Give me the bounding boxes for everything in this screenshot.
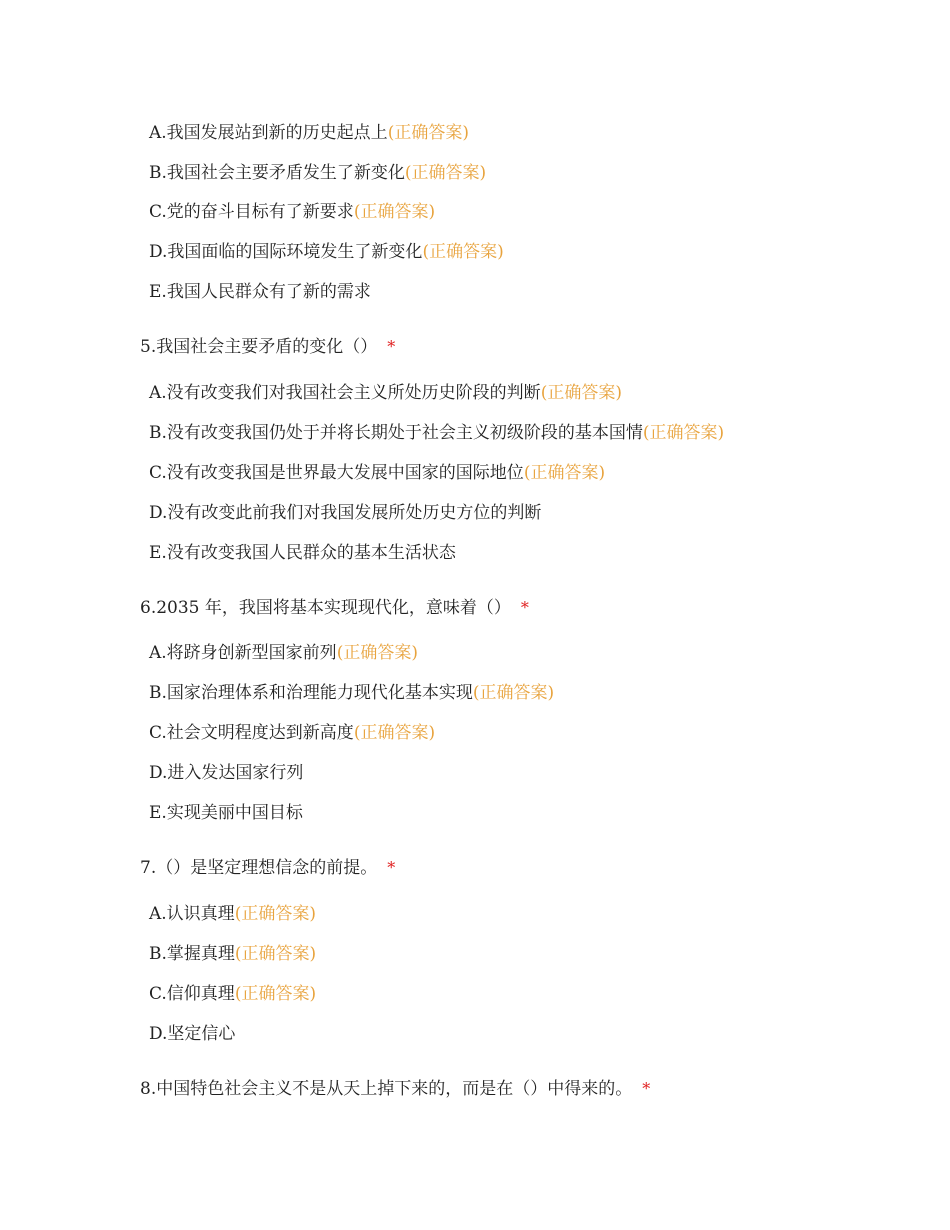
question-text: 5.我国社会主要矛盾的变化（） [140,337,378,357]
question-title [140,596,529,620]
option-5c[interactable] [149,461,605,485]
option-4a[interactable] [149,121,469,145]
option-text: B.掌握真理 [149,944,235,964]
option-text: A.将跻身创新型国家前列 [149,643,337,663]
option-text: E.我国人民群众有了新的需求 [149,282,371,302]
correct-answer-label: (正确答案) [422,242,504,262]
option-6d[interactable] [149,761,303,785]
option-4e[interactable] [149,280,371,304]
correct-answer-label: (正确答案) [642,423,725,443]
option-text: D.进入发达国家行列 [149,763,304,783]
option-text: C.社会文明程度达到新高度 [149,723,354,743]
option-text: D.我国面临的国际环境发生了新变化 [149,242,423,262]
correct-answer-label: (正确答案) [353,202,436,222]
correct-answer-label: (正确答案) [404,163,487,183]
option-text: D.没有改变此前我们对我国发展所处历史方位的判断 [149,503,542,523]
option-6a[interactable] [149,641,418,665]
option-7b[interactable] [149,942,316,966]
correct-answer-label: (正确答案) [234,984,317,1004]
option-6c[interactable] [149,721,435,745]
question-text: 8.中国特色社会主义不是从天上掉下来的，而是在（）中得来的。 [140,1079,633,1099]
question-title [140,335,395,359]
option-5b[interactable] [149,421,724,445]
option-5a[interactable] [149,381,622,405]
option-6e[interactable] [149,801,303,825]
option-text: C.没有改变我国是世界最大发展中国家的国际地位 [149,463,524,483]
question-text: 7.（）是坚定理想信念的前提。 [140,858,378,878]
option-text: E.实现美丽中国目标 [149,803,303,823]
correct-answer-label: (正确答案) [387,123,469,143]
option-7a[interactable] [149,902,316,926]
required-mark: * [642,1079,651,1098]
option-text: A.认识真理 [149,904,235,924]
option-7d[interactable] [149,1022,235,1046]
option-4c[interactable] [149,200,435,224]
option-7c[interactable] [149,982,316,1006]
correct-answer-label: (正确答案) [523,463,606,483]
question-title [140,856,395,880]
question-text: 6.2035 年，我国将基本实现现代化，意味着（） [140,598,511,618]
option-text: A.我国发展站到新的历史起点上 [149,123,388,143]
required-mark: * [520,598,529,617]
option-text: D.坚定信心 [149,1024,236,1044]
correct-answer-label: (正确答案) [472,683,555,703]
required-mark: * [387,337,396,356]
question-title [140,1077,650,1101]
correct-answer-label: (正确答案) [353,723,436,743]
option-text: E.没有改变我国人民群众的基本生活状态 [149,543,456,563]
option-5e[interactable] [149,541,456,565]
option-text: B.我国社会主要矛盾发生了新变化 [149,163,405,183]
option-4d[interactable] [149,240,504,264]
option-text: A.没有改变我们对我国社会主义所处历史阶段的判断 [149,383,541,403]
required-mark: * [387,858,396,877]
correct-answer-label: (正确答案) [336,643,418,663]
option-text: B.没有改变我国仍处于并将长期处于社会主义初级阶段的基本国情 [149,423,643,443]
option-text: C.党的奋斗目标有了新要求 [149,202,354,222]
correct-answer-label: (正确答案) [234,944,317,964]
option-text: C.信仰真理 [149,984,235,1004]
correct-answer-label: (正确答案) [234,904,316,924]
option-text: B.国家治理体系和治理能力现代化基本实现 [149,683,473,703]
correct-answer-label: (正确答案) [540,383,622,403]
option-4b[interactable] [149,161,486,185]
option-5d[interactable] [149,501,541,525]
option-6b[interactable] [149,681,554,705]
